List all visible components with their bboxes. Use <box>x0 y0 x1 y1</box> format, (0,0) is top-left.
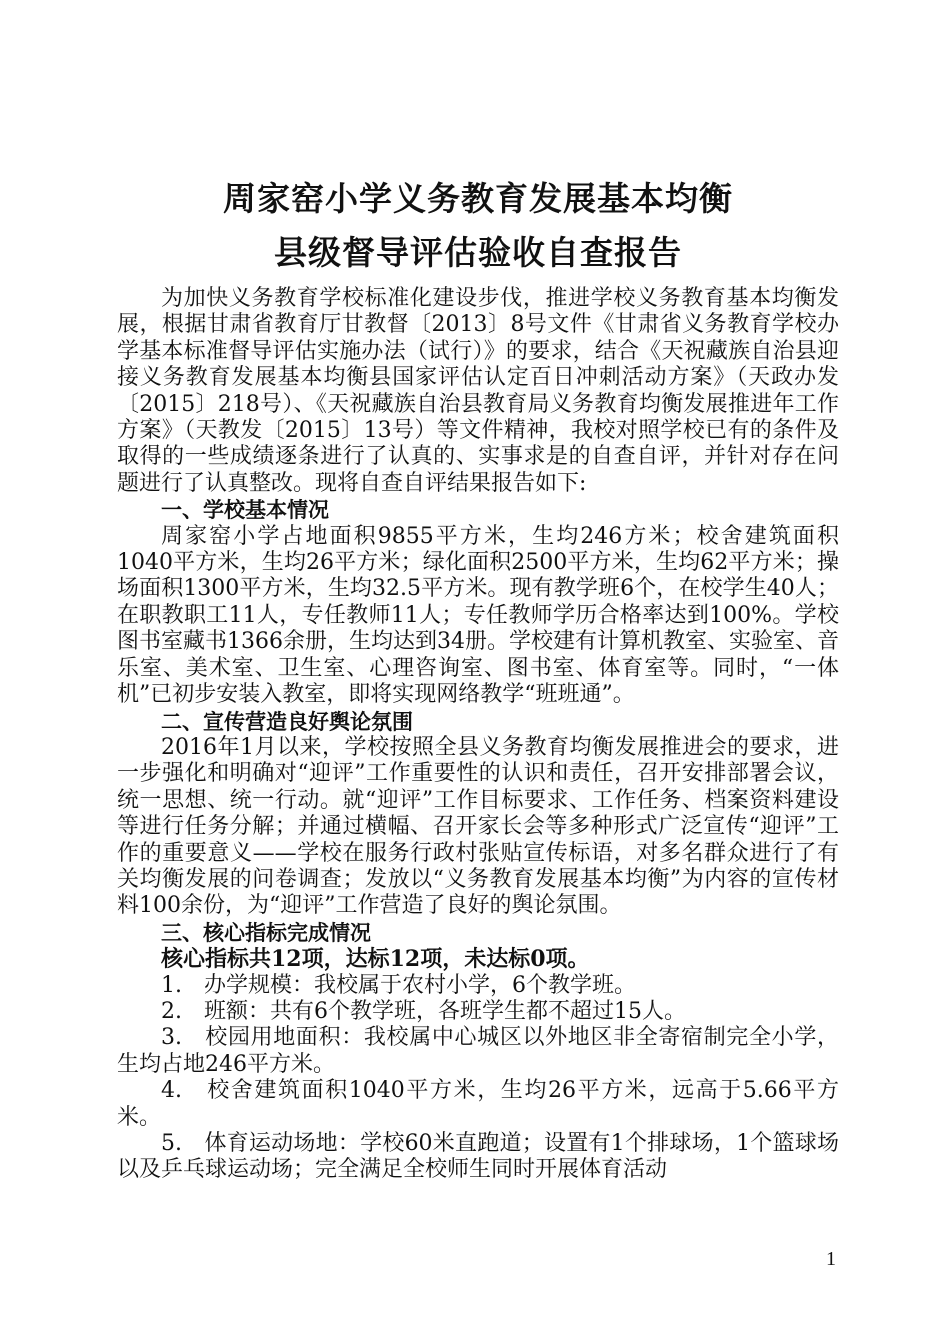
section-1-heading: 一、学校基本情况 <box>161 498 329 523</box>
document-title <box>117 172 839 280</box>
title-line-1: 周家窑小学义务教育发展基本均衡 <box>223 179 733 218</box>
document-page <box>117 172 839 1184</box>
list-item: 2. 班额：共有6个教学班，各班学生都不超过15人。 <box>161 998 686 1024</box>
list-item: 3. 校园用地面积：我校属中心城区以外地区非全寄宿制完全小学，生均占地246平方米。 <box>117 1025 839 1077</box>
title-line-2: 县级督导评估验收自查报告 <box>274 233 682 272</box>
section-2-paragraph: 2016年1月以来，学校按照全县义务教育均衡发展推进会的要求，进一步强化和明确对“迎评”工作重要性的认识和责任，召开安排部署会议，统一思想、统一行动。就“迎评”工作目标要求、工作任务、档案资料建设等进行任务分解；并通过横幅、召开家长会等多种形式广泛宣传“迎评”工作的重要意义——学校在服务行政村张贴宣传标语，对多名群众进行了有关均衡发展的问卷调查；发放以“义务教育发展基本均衡”为内容的宣传材料100余份，为“迎评”工作营造了良好的舆论氛围。 <box>117 734 839 919</box>
list-item: 4. 校舍建筑面积1040平方米，生均26平方米，远高于5.66平方米。 <box>117 1078 839 1130</box>
intro-paragraph: 为加快义务教育学校标准化建设步伐，推进学校义务教育基本均衡发展，根据甘肃省教育厅甘教督〔2013〕8号文件《甘肃省义务教育学校办学基本标准督导评估实施办法（试行）》的要求，结合《天祝藏族自治县迎接义务教育发展基本均衡县国家评估认定百日冲刺活动方案》（天政办发〔2015〕218号）、《天祝藏族自治县教育局义务教育均衡发展推进年工作方案》（天教发〔2015〕13号）等文件精神，我校对照学校已有的条件及取得的一些成绩逐条进行了认真的、实事求是的自查自评，并针对存在问题进行了认真整改。现将自查自评结果报告如下: <box>117 286 839 496</box>
section-3-heading: 三、核心指标完成情况 <box>161 920 371 945</box>
section-1-paragraph: 周家窑小学占地面积9855平方米，生均246方米；校舍建筑面积1040平方米，生均26平方米；绿化面积2500平方米，生均62平方米；操场面积1300平方米，生均32.5平方米。现有教学班6个，在校学生40人；在职教职工11人，专任教师11人；专任教师学历合格率达到100%。学校图书室藏书1366余册，生均达到34册。学校建有计算机教室、实验室、音乐室、美术室、卫生室、心理咨询室、图书室、体育室等。同时，“一体机”已初步安装入教室，即将实现网络教学“班班通”。 <box>117 523 839 708</box>
document-body <box>117 286 839 1184</box>
list-item: 1. 办学规模：我校属于农村小学，6个教学班。 <box>161 972 636 998</box>
section-3-summary: 核心指标共12项，达标12项，未达标0项。 <box>161 946 590 973</box>
list-item: 5. 体育运动场地：学校60米直跑道；设置有1个排球场，1个篮球场以及乒乓球运动场；完全满足全校师生同时开展体育活动 <box>117 1131 839 1183</box>
page-number: 1 <box>826 1248 836 1270</box>
section-2-heading: 二、宣传营造良好舆论氛围 <box>161 709 413 734</box>
